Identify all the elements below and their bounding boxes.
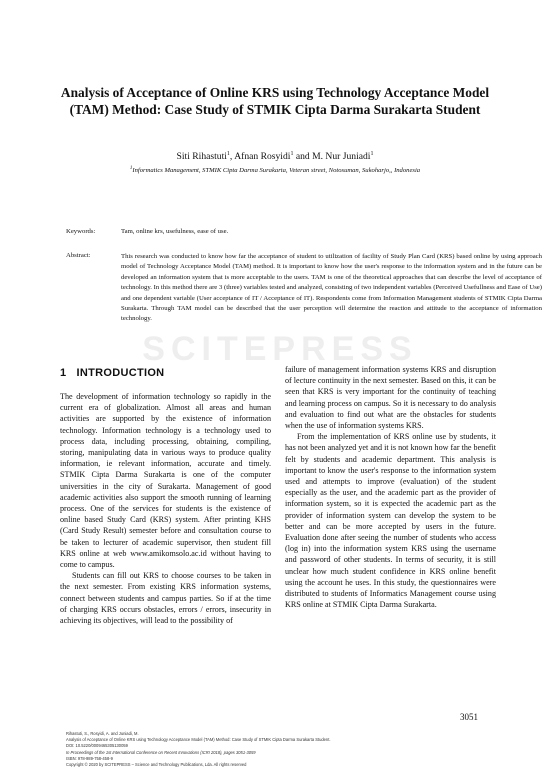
author-name: Siti Rihastuti xyxy=(176,151,227,163)
body-paragraph: The development of information technology so rapidly in the current era of globalization. Almost all areas and human activities are supported by the existence of information technology. Information technology is a technology used to process data, including processing, obtaining, compiling, storing, manipulating data in various ways to produce quality information, ie relevant information, accurate and timely. STMIK Cipta Darma Surakarta is one of the computer universities in the city of Surakarta. Management of good academic activities also support the smooth running of learning process. One of the services for students is the existence of online based Study Card (KRS) system. After printing KHS (Card Study Result) semester before and consultation course to be taken to lecturer of academic supervisor, then student fill KRS online at web www.amikomsolo.ac.id without having to come to campus. xyxy=(60,392,271,570)
body-paragraph: Students can fill out KRS to choose courses to be taken in the next semester. From existing KRS information systems, connect between students and campus parties. So if at the time of charging KRS occurs obstacles, errors / errors, insecurity in achieving its objectives, will lead to the possibility of xyxy=(60,571,271,626)
section-heading xyxy=(60,367,164,379)
page-number: 3051 xyxy=(460,712,478,722)
author-affiliation-mark: 1 xyxy=(290,151,294,157)
footer-line: ISBN: 978-989-758-458-9 xyxy=(66,755,113,761)
keywords-text: Tam, online krs, usefulness, ease of use. xyxy=(121,228,229,235)
footer-line: Copyright © 2020 by SCITEPRESS – Science and Technology Publications, Lda. All rights reserved xyxy=(66,762,247,768)
body-column-left xyxy=(60,391,271,626)
body-paragraph-continued: failure of management information systems KRS and disruption of lecture continuity in the next semester. Based on this, it can be seen that KRS is very important for the continuity of teaching and learning process on campus. So it is necessary to do analysis and evaluation to find out what are the obstacles for students when the use of information systems KRS. xyxy=(285,365,496,431)
footer-line: Rihastuti, S., Rosyidi, A. and Juniadi, M. xyxy=(66,731,139,736)
abstract-label: Abstract: xyxy=(66,252,91,259)
publisher-watermark: SCITEPRESS xyxy=(142,330,418,368)
affiliation-mark: 1 xyxy=(129,166,133,171)
citation-footer xyxy=(66,731,496,768)
author-name: M. Nur Juniadi xyxy=(312,151,371,163)
abstract-text: This research was conducted to know how far the acceptance of student to utilization of facility of Study Plan Card (KRS) based online by using approach model of Technology Acceptance Model (TAM) method. It is important to know how the user's response to the information system and in the future can be developed an information system that is more acceptable to the users. TAM is one of the theoretical approaches that can describe the level of acceptance of technology. In this method there are 3 (three) variables tested and analyzed, consisting of two independent variables (Perceived Usefullness and Ease of Use) and one dependent variable (User acceptance of IT / Acceptance of IT). Respondents come from Information Management students of STMIK Cipta Darma Surakarta. Through TAM model can be described that the user perception will determine the reaction and attitude to the acceptance of information technology. xyxy=(121,253,542,323)
keywords-label: Keywords: xyxy=(66,228,96,235)
body-paragraph: From the implementation of KRS online use by students, it has not been analyzed yet and it is not known how far the benefit felt by students and academic department. This analysis is important to know the user's response to the information system used and attempts to improve (evaluation) of the student especially as the user, and the academic part as the provider of information system, so it is expected the academic part as the provider of information system can develop the system to be better and can be more accepted by users in the future. Evaluation done after seeing the number of students who access (log in) into the information system KRS using the username and password of other students. In terms of security, it is still unclear how much student confidence in KRS online benefit using the account he uses. In this study, the questionnaires were distributed to students of Informatics Management course using KRS online at STMIK Cipta Darma Surakarta. xyxy=(285,432,496,610)
author-separator: , xyxy=(229,151,235,163)
section-number: 1 xyxy=(60,367,67,379)
affiliation-text: Informatics Management, STMIK Cipta Darma Surakarta, Veteran street, Notosuman, Sukoharjo,, Indonesia xyxy=(132,167,421,175)
author-separator: and xyxy=(293,151,313,163)
author-affiliation xyxy=(70,166,480,174)
section-title: INTRODUCTION xyxy=(76,367,165,379)
body-column-right xyxy=(285,364,496,610)
footer-line: Analysis of Acceptance of Online KRS using Technology Acceptance Model (TAM) Method: Case Study of STMIK Cipta Darma Surakarta Student. xyxy=(66,737,331,743)
footer-line: In Proceedings of the 1st International Conference on Recent Innovations (ICRI 2018), pages 3051-3059 xyxy=(66,749,256,755)
footer-line: DOI: 10.5220/0009465305130059 xyxy=(66,743,128,749)
author-affiliation-mark: 1 xyxy=(370,151,374,157)
author-affiliation-mark: 1 xyxy=(226,151,230,157)
author-list xyxy=(50,151,500,162)
author-name: Afnan Rosyidi xyxy=(234,151,291,163)
paper-title: Analysis of Acceptance of Online KRS using Technology Acceptance Model (TAM) Method: Case Study of STMIK Cipta Darma Surakarta Student xyxy=(60,85,490,117)
